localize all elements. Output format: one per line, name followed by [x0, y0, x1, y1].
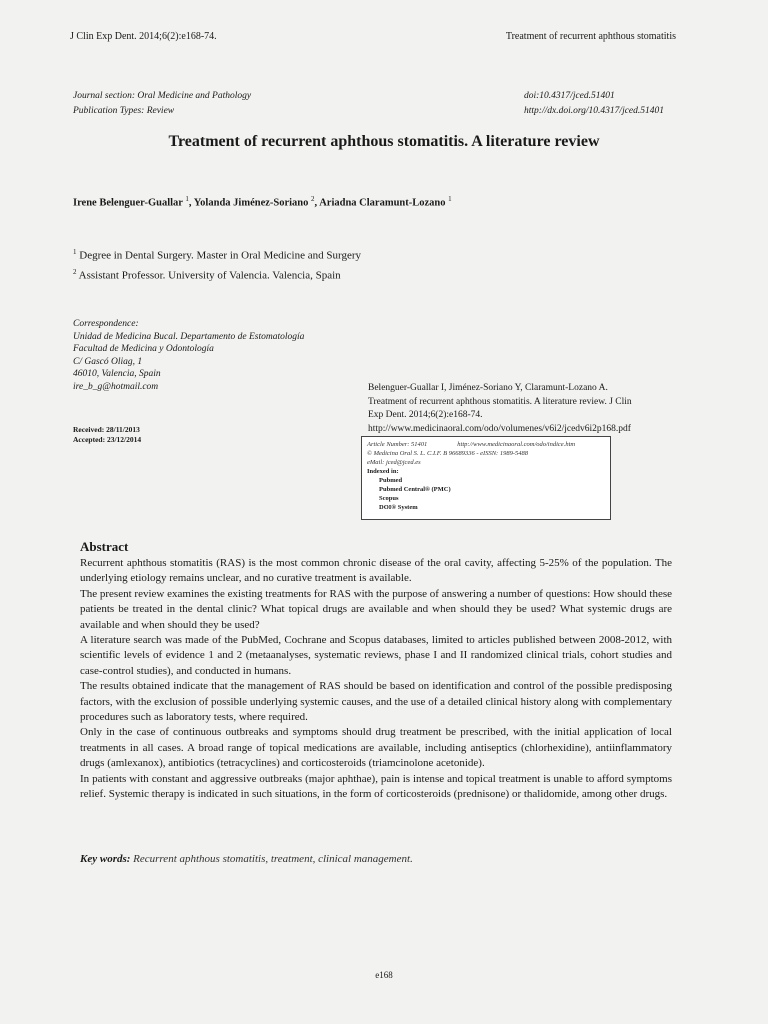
abstract-body — [80, 556, 672, 803]
indexed-label: Indexed in: — [367, 468, 399, 475]
correspondence-line: Unidad de Medicina Bucal. Departamento de Estomatología — [73, 331, 305, 342]
affiliations — [73, 244, 361, 283]
received-date: Received: 28/11/2013 — [73, 425, 140, 434]
abstract-paragraph: The present review examines the existing treatments for RAS with the purpose of answering a number of questions: How should these patients be treated in the dental clinic? What topical drugs are available and when should they be used? What systemic drugs are available and when should they be used? — [80, 587, 672, 631]
correspondence-line: Facultad de Medicina y Odontología — [73, 344, 214, 354]
article-number: Article Number: 51401 — [367, 441, 428, 448]
author-affil-mark: 1 — [448, 195, 452, 203]
abstract-paragraph: In patients with constant and aggressive outbreaks (major aphthae), pain is intense and topical treatment is unable to afford symptoms relief. Systemic therapy is indicated in such situations, in the form of corticosteroids (prednisone) or thalidomide, among other drugs. — [80, 772, 672, 801]
abstract-paragraph: Recurrent aphthous stomatitis (RAS) is the most common chronic disease of the oral cavity, affecting 5-25% of the population. The underlying etiology remains unclear, and no curative treatment is available. — [80, 557, 672, 585]
correspondence-line: C/ Gascó Oliag, 1 — [73, 356, 143, 367]
correspondence-label: Correspondence: — [73, 319, 139, 329]
abstract-heading: Abstract — [80, 539, 129, 554]
author-affil-mark: 1 — [185, 195, 189, 203]
affiliation: $^2$ Assistant Professor. University of Valencia. Valencia, Spain — [73, 267, 341, 282]
author: Ariadna Claramunt-Lozano — [319, 197, 446, 209]
abstract-paragraph: The results obtained indicate that the management of RAS should be based on identification and control of the possible predisposing factors, with the exclusion of possible underlying systemic causes, and the use of a detailed clinical history along with complementary procedures such as laboratory tests, where required. — [80, 680, 672, 724]
journal-email[interactable]: eMail: jced@jced.es — [367, 459, 421, 466]
keywords-text: Recurrent aphthous stomatitis, treatment, clinical management. — [133, 853, 413, 865]
running-header-left: J Clin Exp Dent. 2014;6(2):e168-74. — [70, 31, 217, 42]
paper-title: Treatment of recurrent aphthous stomatitis. A literature review — [168, 133, 600, 150]
page-number: e168 — [375, 970, 393, 980]
journal-section: Journal section: Oral Medicine and Pathology — [73, 91, 252, 101]
correspondence-email[interactable]: ire_b_g@hotmail.com — [73, 381, 159, 392]
author-affil-mark: 2 — [311, 195, 315, 203]
abstract-paragraph: A literature search was made of the PubMed, Cochrane and Scopus databases, limited to articles published between 2008-2012, with scientific levels of evidence 1 and 2 (metaanalyses, systematic reviews, phase I and II randomized clinical trials, cohort studies and case-control studies), and conducted in humans. — [80, 634, 672, 677]
affiliation: $^1$ Degree in Dental Surgery. Master in Oral Medicine and Surgery — [73, 248, 361, 262]
journal-index-link[interactable]: http://www.medicinaoral.com/odo/indice.htm — [457, 441, 576, 448]
article-meta — [73, 89, 251, 119]
correspondence-line: 46010, Valencia, Spain — [73, 369, 161, 379]
abstract-paragraph: Only in the case of continuous outbreaks and symptoms should drug treatment be prescribed, with the initial application of local treatments in all cases. A broad range of topical medications are available, including antiseptics (chlorhexidine), antiinflammatory drugs (amlexanox), antibiotics (tetracyclines) and corticosteroids (triamcinolone acetonide). — [80, 726, 672, 770]
citation-link[interactable]: http://www.medicinaoral.com/odo/volumenes/v6i2/jcedv6i2p168.pdf — [368, 423, 631, 434]
running-header-right: Treatment of recurrent aphthous stomatitis — [505, 31, 676, 42]
citation: Belenguer-Guallar I, Jiménez-Soriano Y, Claramunt-Lozano A. Treatment of recurrent aphthous stomatitis. A literature review. J Clin Exp Dent. 2014;6(2):e168-74. http://www.medicinaoral.com/odo/volumenes/v6i2/jcedv6i2p168.pdf — [368, 382, 668, 436]
correspondence — [73, 318, 304, 393]
copyright: © Medicina Oral S. L. C.I.F. B 96689336 - eISSN: 1989-5488 — [367, 450, 528, 457]
publication-type: Publication Types: Review — [73, 106, 175, 116]
doi-block — [524, 89, 664, 119]
keywords-label: Key words: — [80, 853, 131, 865]
index-item: Scopus — [379, 495, 399, 502]
author-list: Irene Belenguer-Guallar $^1$, Yolanda Jiménez-Soriano $^2$, Ariadna Claramunt-Lozano $^1$ — [73, 195, 452, 209]
keywords — [80, 853, 413, 865]
accepted-date: Accepted: 23/12/2014 — [73, 435, 142, 444]
index-item: Pubmed — [379, 477, 403, 484]
index-item: Pubmed Central® (PMC) — [379, 486, 451, 493]
author: Irene Belenguer-Guallar — [73, 197, 183, 209]
index-item: DOI® System — [379, 504, 418, 511]
doi-link[interactable]: http://dx.doi.org/10.4317/jced.51401 — [524, 106, 665, 116]
article-info-box — [361, 436, 611, 520]
doi: doi:10.4317/jced.51401 — [524, 91, 615, 101]
author: Yolanda Jiménez-Soriano — [193, 197, 309, 209]
dates — [73, 425, 141, 445]
